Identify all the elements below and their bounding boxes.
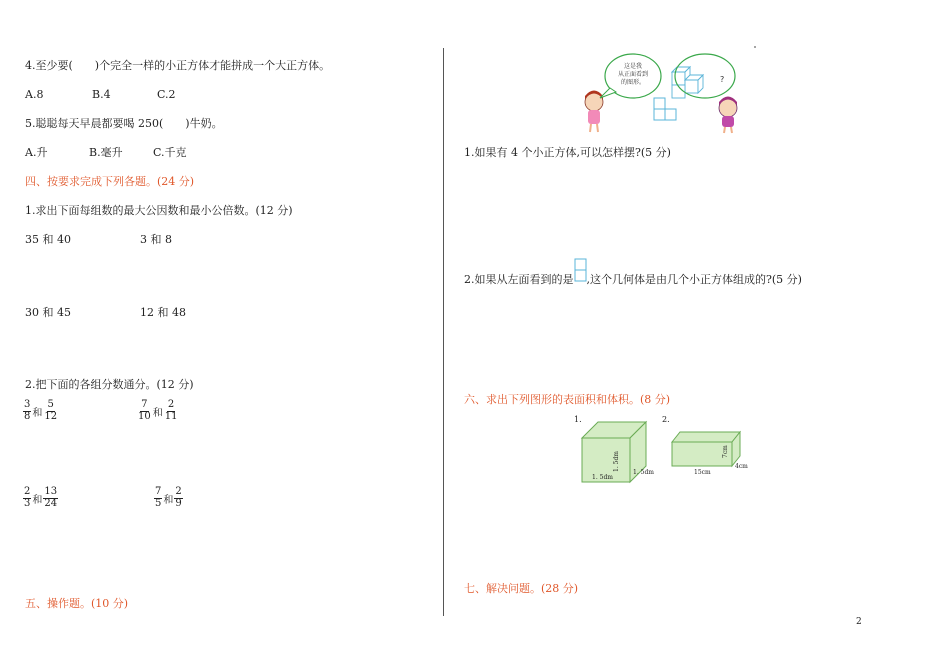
- svg-text:1. 5dm: 1. 5dm: [633, 469, 654, 476]
- section-5-question-2: 2.如果从左面看到的是 ,这个几何体是由几个小正方体组成的?(5 分): [464, 268, 802, 290]
- q5-option-a: A.升: [25, 146, 48, 159]
- number-pair: 30 和 45: [25, 306, 71, 319]
- geometry-figures: [570, 410, 760, 485]
- front-view-grid: [654, 98, 676, 120]
- svg-text:的图形。: 的图形。: [620, 79, 646, 86]
- cuboid-figure: [672, 432, 740, 466]
- section-4-question-2: 2.把下面的各组分数通分。(12 分): [25, 378, 194, 391]
- section-6-heading: 六、求出下列图形的表面积和体积。(8 分): [464, 393, 671, 406]
- page-number: 2: [856, 617, 862, 627]
- section-7-heading: 七、解决问题。(28 分): [464, 582, 579, 595]
- children-illustration: [580, 52, 745, 134]
- svg-text:从正面看到: 从正面看到: [617, 71, 649, 78]
- svg-text:这是我: 这是我: [623, 63, 643, 70]
- fraction-pair: 2 3 和 13 24: [24, 486, 58, 509]
- q4-option-a: A.8: [25, 88, 44, 101]
- svg-text:?: ?: [720, 75, 725, 84]
- left-view-icon: [574, 268, 587, 290]
- number-pair: 3 和 8: [140, 233, 172, 246]
- question-4: 4.至少要( )个完全一样的小正方体才能拼成一个大正方体。: [25, 59, 331, 72]
- girl-right-icon: [719, 97, 737, 134]
- fraction: 7 10: [138, 399, 151, 422]
- q5-option-b: B.毫升: [89, 146, 123, 159]
- q4-option-b: B.4: [92, 88, 111, 101]
- svg-text:2.: 2.: [662, 415, 670, 424]
- section-5-heading: 五、操作题。(10 分): [25, 597, 129, 610]
- column-divider: [443, 48, 444, 616]
- q4-option-c: C.2: [157, 88, 176, 101]
- number-pair: 12 和 48: [140, 306, 186, 319]
- svg-text:15cm: 15cm: [694, 469, 711, 476]
- svg-text:1. 5dm: 1. 5dm: [613, 451, 620, 472]
- svg-text:7cm: 7cm: [722, 445, 729, 458]
- fraction-pair: 7 10 和 2 11: [138, 399, 178, 422]
- fraction-pair: 7 5 和 2 9: [155, 486, 182, 509]
- svg-text:4cm: 4cm: [735, 463, 748, 470]
- question-5: 5.聪聪每天早晨都要喝 250( )牛奶。: [25, 117, 223, 130]
- fraction-pair: 3 8 和 5 12: [24, 399, 58, 422]
- girl-left-icon: [585, 91, 603, 133]
- fraction: 2 3: [24, 486, 31, 509]
- svg-text:1.: 1.: [574, 415, 582, 424]
- section-4-heading: 四、按要求完成下列各题。(24 分): [25, 175, 195, 188]
- fraction: 2 11: [164, 399, 178, 422]
- fraction: 5 12: [44, 399, 58, 422]
- number-pair: 35 和 40: [25, 233, 71, 246]
- q5-option-c: C.千克: [153, 146, 187, 159]
- fraction: 2 9: [175, 486, 182, 509]
- section-4-question-1: 1.求出下面每组数的最大公因数和最小公倍数。(12 分): [25, 204, 293, 217]
- svg-text:1. 5dm: 1. 5dm: [592, 474, 613, 481]
- dot-mark: [754, 46, 756, 48]
- fraction: 13 24: [44, 486, 58, 509]
- fraction: 3 8: [24, 399, 31, 422]
- fraction: 7 5: [155, 486, 162, 509]
- section-5-question-1: 1.如果有 4 个小正方体,可以怎样摆?(5 分): [464, 146, 671, 159]
